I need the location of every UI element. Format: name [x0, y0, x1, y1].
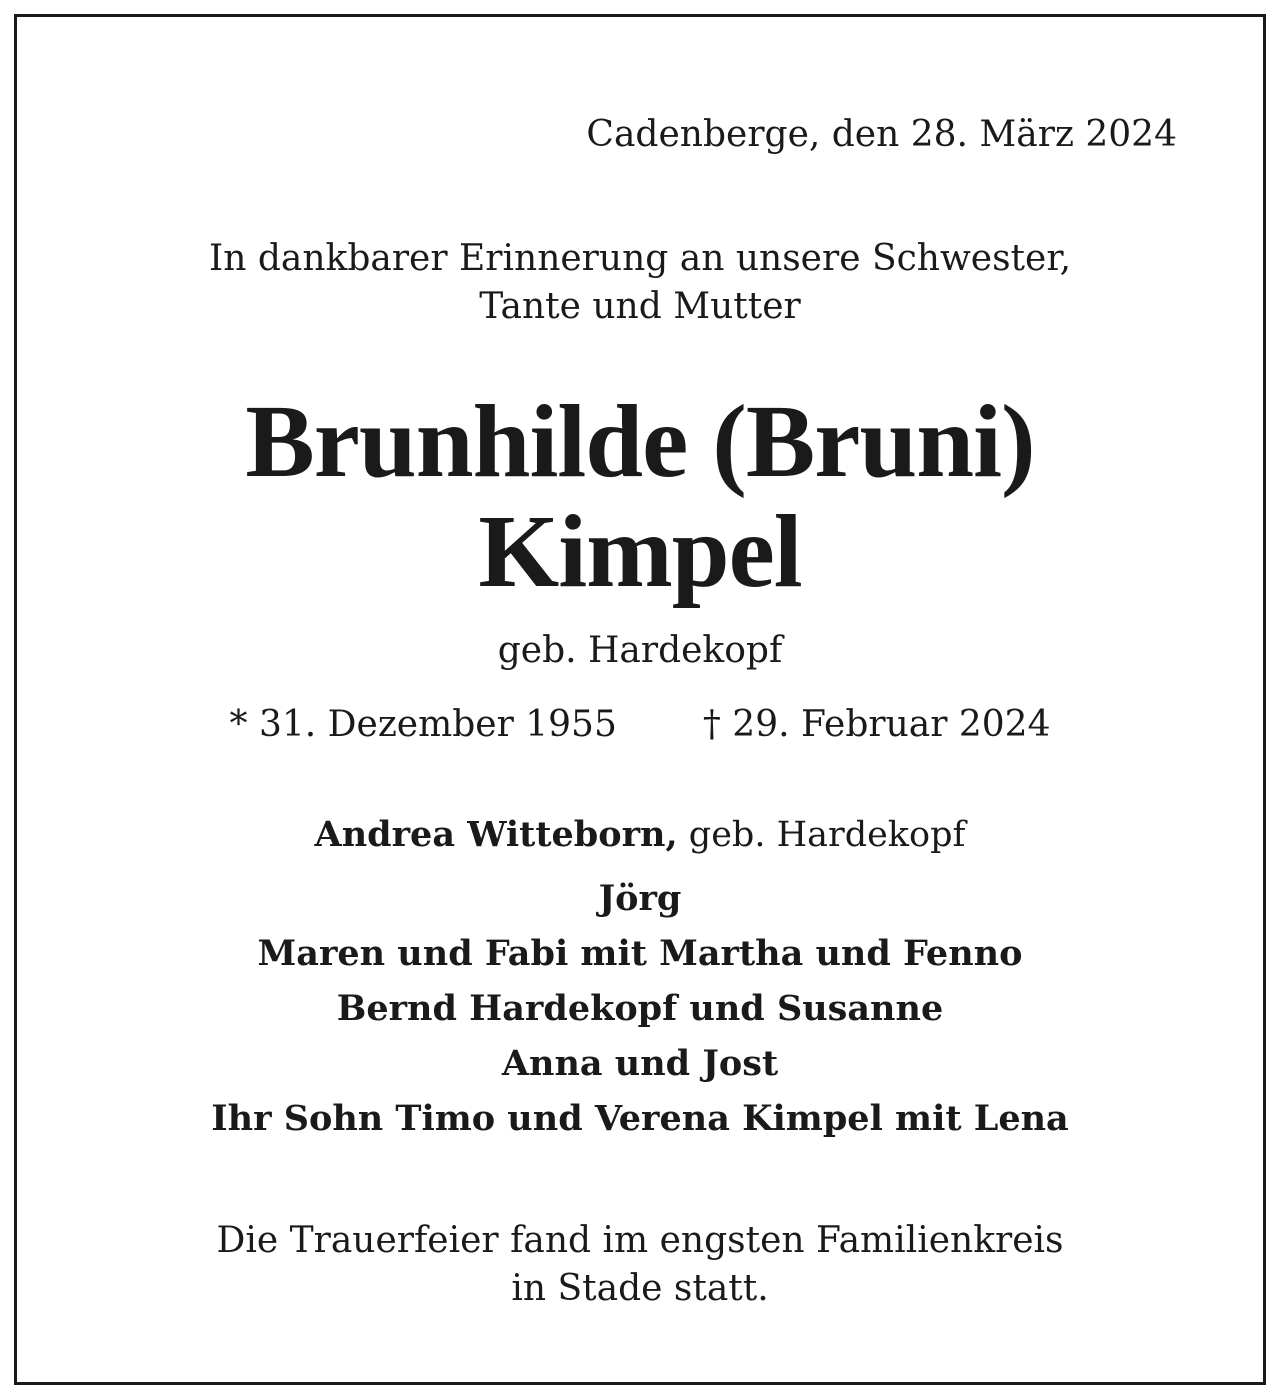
deceased-name-line-1: Brunhilde (Bruni): [245, 384, 1035, 499]
mourner-line-first: [17, 813, 1263, 857]
mourner-line: Anna und Jost: [501, 1043, 779, 1084]
deceased-name-line-2: Kimpel: [478, 494, 802, 609]
mourner-first-name: Andrea Witteborn,: [314, 814, 678, 855]
mourner-line: Ihr Sohn Timo und Verena Kimpel mit Lena: [211, 1098, 1069, 1139]
intro-line-1: In dankbarer Erinnerung an unsere Schwester,: [208, 238, 1072, 279]
closing-line-2: in Stade statt.: [511, 1268, 769, 1309]
mourner-line: Jörg: [598, 878, 682, 919]
closing-line-1: Die Trauerfeier fand im engsten Familienkreis: [216, 1220, 1064, 1261]
mourner-first-maiden: geb. Hardekopf: [677, 815, 966, 855]
maiden-name: geb. Hardekopf: [497, 630, 783, 671]
life-dates: [17, 703, 1263, 747]
mourner-line: Bernd Hardekopf und Susanne: [336, 988, 944, 1029]
obituary-notice: [14, 14, 1266, 1385]
mourner-line: Maren und Fabi mit Martha und Fenno: [257, 933, 1023, 974]
intro-line-2: Tante und Mutter: [479, 286, 801, 327]
place-and-date: Cadenberge, den 28. März 2024: [586, 114, 1177, 155]
birth-date: * 31. Dezember 1955: [229, 704, 617, 745]
death-date: † 29. Februar 2024: [702, 704, 1051, 745]
